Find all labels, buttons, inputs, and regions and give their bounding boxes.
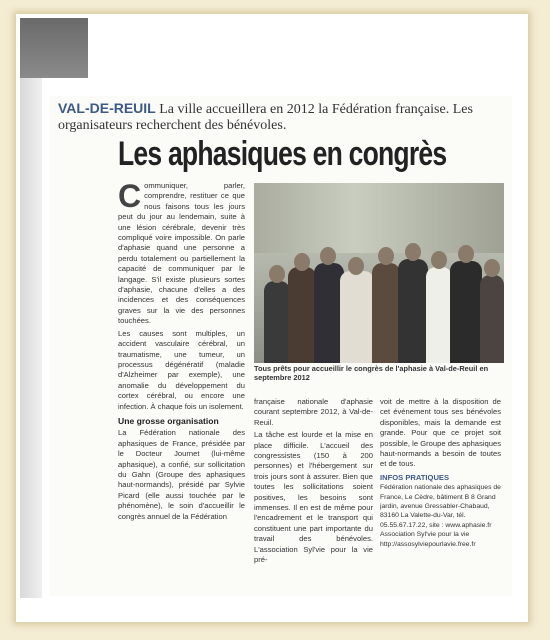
article-headline: Les aphasiques en congrès (118, 135, 447, 173)
paragraph-3: La Fédération nationale des aphasiques de France, présidée par le Docteur Journet (lui-même aphasique), a confié, sur sollicitation du Gahn (Groupe des aphasiques haut-normands), présidé par Sylvie Picard (elle aussi touchée par le phénomène), le soin d'accueillir le congrès annuel de la Fédération (118, 428, 245, 521)
article-kicker (58, 100, 508, 134)
photo-head (431, 251, 447, 269)
photo-caption: Tous prêts pour accueillir le congrès de l'aphasie à Val-de-Reuil en septembre 2012 (254, 364, 489, 382)
photo-person (340, 271, 374, 363)
subheading: Une grosse organisation (118, 415, 219, 426)
photo-head (458, 245, 474, 263)
scan-left-margin (20, 78, 42, 598)
photo-head (484, 259, 500, 277)
photo-head (320, 247, 336, 265)
paragraph-1: Communiquer, parler, comprendre, restituer ce que nous faisons tous les jours peut du jour au lendemain, suite à une lésion cérébrale, devenir très compliqué voire impossible. On parle d'aphasie quand une personne a perdu totalement ou partiellement la capacité de communiquer par le langage. S'il existe plusieurs sortes d'aphasie, chacune d'elles a des incidences et des conséquences graves sur la vie des personnes touchées. (118, 178, 245, 326)
group-photo (254, 183, 504, 363)
photo-person (372, 263, 400, 363)
photo-head (294, 253, 310, 271)
location-label: VAL-DE-REUIL (58, 100, 156, 116)
infos-title: INFOS PRATIQUES (380, 472, 450, 482)
photo-person (426, 267, 452, 363)
scan-edge-light (88, 18, 496, 98)
paragraph-5: La tâche est lourde et la mise en place difficile. L'accueil des congressistes (150 à 200 personnes) et l'hébergement sur trois jours sont à assurer. Bien que toutes les sollicitations soient positives, les besoins sont immenses. Il en est de même pour l'encadrement et le transport qui constituent une part importante du travail des bénévoles. L'association Syl'vie pour la vie pré- (254, 430, 373, 565)
scan-edge-dark (20, 18, 88, 78)
photo-head (405, 243, 421, 261)
photo-head (348, 257, 364, 275)
photo-person (480, 275, 504, 363)
column-2 (254, 397, 373, 568)
column-1 (118, 178, 245, 524)
photo-head (269, 265, 285, 283)
kicker-text: La ville accueillera en 2012 la Fédération française. Les organisateurs recherchent des bénévoles. (58, 102, 473, 133)
paragraph-4: française nationale d'aphasie courant septembre 2012, à Val-de-Reuil. (254, 397, 373, 427)
photo-head (378, 247, 394, 265)
column-3 (380, 397, 501, 549)
drop-cap: C (118, 178, 142, 214)
infos-line-3: http://assosylviepourlavie.free.fr (380, 540, 476, 548)
paragraph-2: Les causes sont multiples, un accident vasculaire cérébral, un traumatisme, une tumeur, un processus dégénératif (maladie d'Alzheimer par exemple), une anomalie du développement du cortex cérébral, ou encore une infection. À chaque fois un isolement. (118, 328, 245, 411)
paragraph-6: voit de mettre à la disposition de cet événement tous ses bénévoles disponibles, mais la demande est grande. Pour que ce projet soit possible, le Groupe des aphasiques haut-normands a besoin de toutes et de tous. (380, 397, 501, 469)
infos-line-2: Association Syl'vie pour la vie (380, 531, 470, 539)
photo-person (450, 261, 482, 363)
photo-background-building (254, 183, 504, 253)
photo-person (264, 281, 290, 363)
photo-person (288, 267, 316, 363)
infos-line-1: Fédération nationale des aphasiques de France, Le Cèdre, bâtiment B 8 Grand jardin, avenue Gressabler-Chabaud, 83160 La Valette-du-Var, tél. 05.55.67.17.22, site : www.aphasie.fr (380, 484, 501, 529)
photo-person (398, 259, 428, 363)
